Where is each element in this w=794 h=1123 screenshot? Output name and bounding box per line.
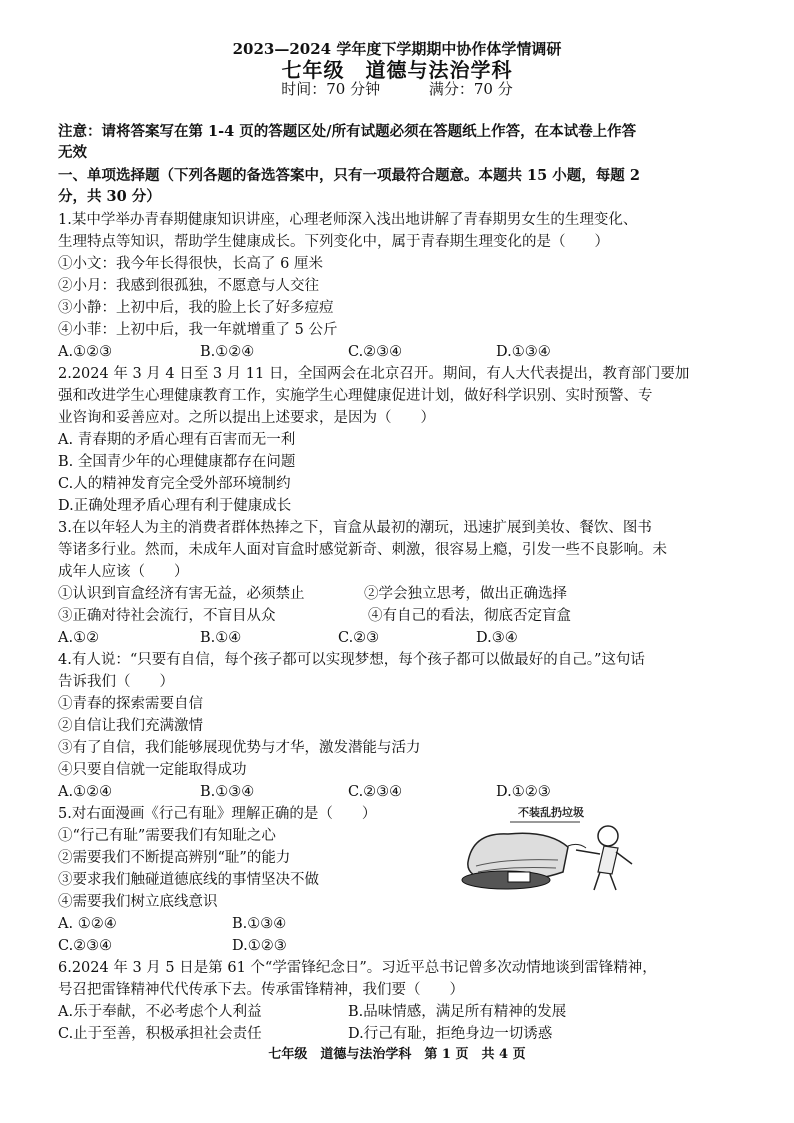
page-footer: 七年级 道德与法治学科 第 1 页 共 4 页: [268, 1047, 526, 1062]
q5-option-b: B.①③④: [232, 916, 287, 932]
q3-stem-line-1: 3.在以年轻人为主的消费者群体热捧之下，盲盒从最初的潮玩，迅速扩展到美妆、餐饮、图书: [58, 520, 652, 536]
q4-option-d: D.①②③: [496, 784, 551, 800]
cartoon-caption: 不装乱扔垃圾: [518, 806, 584, 819]
q5-option-d: D.①②③: [232, 938, 287, 954]
q3-option-d: D.③④: [476, 630, 518, 646]
q1-option-b: B.①②④: [200, 344, 255, 360]
q3-item: ①认识到盲盒经济有害无益，必须禁止: [58, 586, 305, 602]
q6-option-b: B.品味情感，满足所有精神的发展: [348, 1004, 567, 1020]
q3-option-a: A.①②: [58, 630, 100, 646]
q3-item: ③正确对待社会流行，不盲目从众: [58, 608, 276, 624]
subject-title: 七年级 道德与法治学科: [281, 58, 513, 82]
notice-line-1: 注意：请将答案写在第 1-4 页的答题区处/所有试题必须在答题纸上作答，在本试卷上作答: [58, 123, 637, 140]
q1-item: ②小月：我感到很孤独，不愿意与人交往: [58, 278, 319, 294]
q2-option-d: D.正确处理矛盾心理有利于健康成长: [58, 498, 292, 514]
q1-item: ③小静：上初中后，我的脸上长了好多痘痘: [58, 300, 334, 316]
q4-item: ③有了自信，我们能够展现优势与才华，激发潜能与活力: [58, 740, 421, 756]
q3-option-c: C.②③: [338, 630, 380, 646]
exam-time: 时间：70 分钟: [281, 80, 381, 98]
q1-option-c: C.②③④: [348, 344, 403, 360]
q2-option-a: A. 青春期的矛盾心理有百害而无一利: [58, 432, 296, 448]
q2-option-c: C.人的精神发育完全受外部环境制约: [58, 476, 291, 492]
q4-option-a: A.①②④: [58, 784, 113, 800]
q2-stem-line-2: 强和改进学生心理健康教育工作，实施学生心理健康促进计划，做好科学识别、实时预警、专: [58, 388, 653, 404]
exam-meta: [0, 78, 794, 99]
q1-option-a: A.①②③: [58, 344, 113, 360]
q5-item: ④需要我们树立底线意识: [58, 894, 218, 910]
q6-stem-line-1: 6.2024 年 3 月 5 日是第 61 个“学雷锋纪念日”。习近平总书记曾多次动情地谈到雷锋精神，: [58, 960, 657, 976]
q4-option-b: B.①③④: [200, 784, 255, 800]
q3-stem-line-3: 成年人应该（ ）: [58, 564, 189, 580]
section-heading-2: 分，共 30 分）: [58, 188, 161, 205]
q1-item: ④小菲：上初中后，我一年就增重了 5 公斤: [58, 322, 338, 338]
exam-score: 满分：70 分: [428, 80, 513, 98]
exam-title: 2023—2024 学年度下学期期中协作体学情调研: [232, 40, 562, 58]
q3-item: ④有自己的看法，彻底否定盲盒: [368, 608, 571, 624]
q6-option-c: C.止于至善，积极承担社会责任: [58, 1026, 262, 1042]
cartoon-drawing: [448, 802, 648, 894]
q4-item: ②自信让我们充满激情: [58, 718, 203, 734]
q1-item: ①小文：我今年长得很快，长高了 6 厘米: [58, 256, 323, 272]
notice-line-2: 无效: [58, 144, 87, 161]
q2-stem-line-3: 业咨询和妥善应对。之所以提出上述要求，是因为（ ）: [58, 410, 435, 426]
q5-item: ②需要我们不断提高辨别“耻”的能力: [58, 850, 291, 866]
q1-option-d: D.①③④: [496, 344, 551, 360]
q1-stem-line-1: 1.某中学举办青春期健康知识讲座，心理老师深入浅出地讲解了青春期男女生的生理变化、: [58, 212, 638, 228]
q1-stem-line-2: 生理特点等知识，帮助学生健康成长。下列变化中，属于青春期生理变化的是（ ）: [58, 234, 609, 250]
section-heading-1: 一、单项选择题（下列各题的备选答案中，只有一项最符合题意。本题共 15 小题，每题 2: [58, 167, 640, 184]
q6-option-a: A.乐于奉献，不必考虑个人利益: [58, 1004, 262, 1020]
q5-item: ③要求我们触碰道德底线的事情坚决不做: [58, 872, 319, 888]
q6-option-d: D.行己有耻，拒绝身边一切诱惑: [348, 1026, 553, 1042]
q4-stem-line-1: 4.有人说：“只要有自信，每个孩子都可以实现梦想，每个孩子都可以做最好的自己。”这句话: [58, 652, 645, 668]
q3-item: ②学会独立思考，做出正确选择: [364, 586, 567, 602]
q5-option-a: A. ①②④: [58, 916, 117, 932]
q5-option-c: C.②③④: [58, 938, 113, 954]
q2-option-b: B. 全国青少年的心理健康都存在问题: [58, 454, 296, 470]
q6-stem-line-2: 号召把雷锋精神代代传承下去。传承雷锋精神，我们要（ ）: [58, 982, 464, 998]
q4-item: ①青春的探索需要自信: [58, 696, 203, 712]
q5-item: ①“行己有耻”需要我们有知耻之心: [58, 828, 276, 844]
q5-stem: 5.对右面漫画《行己有耻》理解正确的是（ ）: [58, 806, 377, 822]
cartoon-illustration: [448, 802, 648, 894]
q4-option-c: C.②③④: [348, 784, 403, 800]
q4-stem-line-2: 告诉我们（ ）: [58, 674, 174, 690]
q3-option-b: B.①④: [200, 630, 242, 646]
q2-stem-line-1: 2.2024 年 3 月 4 日至 3 月 11 日，全国两会在北京召开。期间，有人大代表提出，教育部门要加: [58, 366, 690, 382]
q4-item: ④只要自信就一定能取得成功: [58, 762, 247, 778]
q3-stem-line-2: 等诸多行业。然而，未成年人面对盲盒时感觉新奇、刺激，很容易上瘾，引发一些不良影响。未: [58, 542, 667, 558]
